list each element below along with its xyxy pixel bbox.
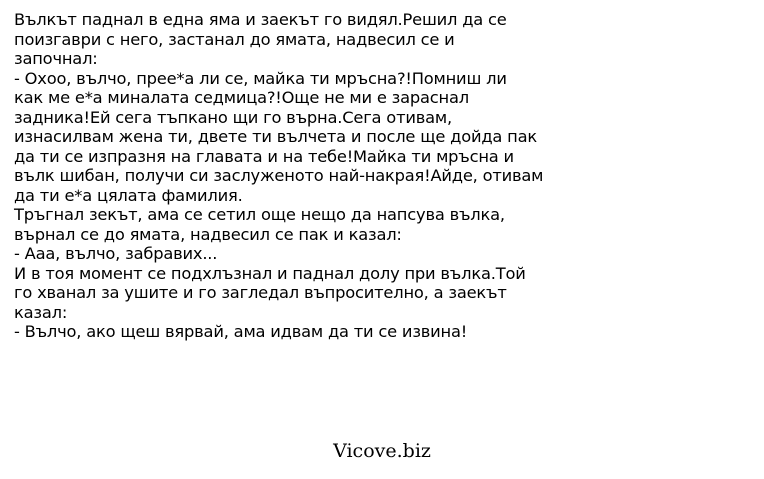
joke-line: върнал се до ямата, надвесил се пак и казал:: [14, 224, 402, 244]
joke-line: да ти се изпразня на главата и на тебе!Майка ти мръсна и: [14, 146, 514, 166]
site-watermark: Vicove.biz: [333, 440, 431, 462]
joke-line: го хванал за ушите и го загледал въпросително, а заекът: [14, 283, 507, 302]
joke-line: изнасилвам жена ти, двете ти вълчета и после ще дойда пак: [14, 127, 537, 146]
joke-line: - Вълчо, ако щеш вярвай, ама идвам да ти се извина!: [14, 322, 468, 341]
joke-line: Тръгнал зекът, ама се сетил още нещо да напсува вълка,: [14, 205, 505, 224]
joke-line: да ти е*а цялата фамилия.: [14, 185, 243, 205]
joke-line: задника!Ей сега тъпкано щи го върна.Сега отивам,: [14, 107, 452, 127]
joke-line: И в тоя момент се подхлъзнал и паднал долу при вълка.Той: [14, 263, 526, 283]
joke-text: [14, 10, 759, 342]
joke-line: Вълкът паднал в една яма и заекът го видял.Решил да се: [14, 10, 507, 29]
joke-line: започнал:: [14, 49, 98, 68]
joke-line: поизгаври с него, застанал до ямата, надвесил се и: [14, 29, 455, 49]
joke-line: - Охоо, вълчо, прее*а ли се, майка ти мръсна?!Помниш ли: [14, 68, 507, 88]
joke-line: казал:: [14, 302, 68, 322]
joke-line: - Ааа, вълчо, забравих...: [14, 244, 218, 263]
joke-line: как ме е*а миналата седмица?!Още не ми е зараснал: [14, 88, 469, 107]
joke-line: вълк шибан, получи си заслуженото най-накрая!Айде, отивам: [14, 166, 544, 185]
